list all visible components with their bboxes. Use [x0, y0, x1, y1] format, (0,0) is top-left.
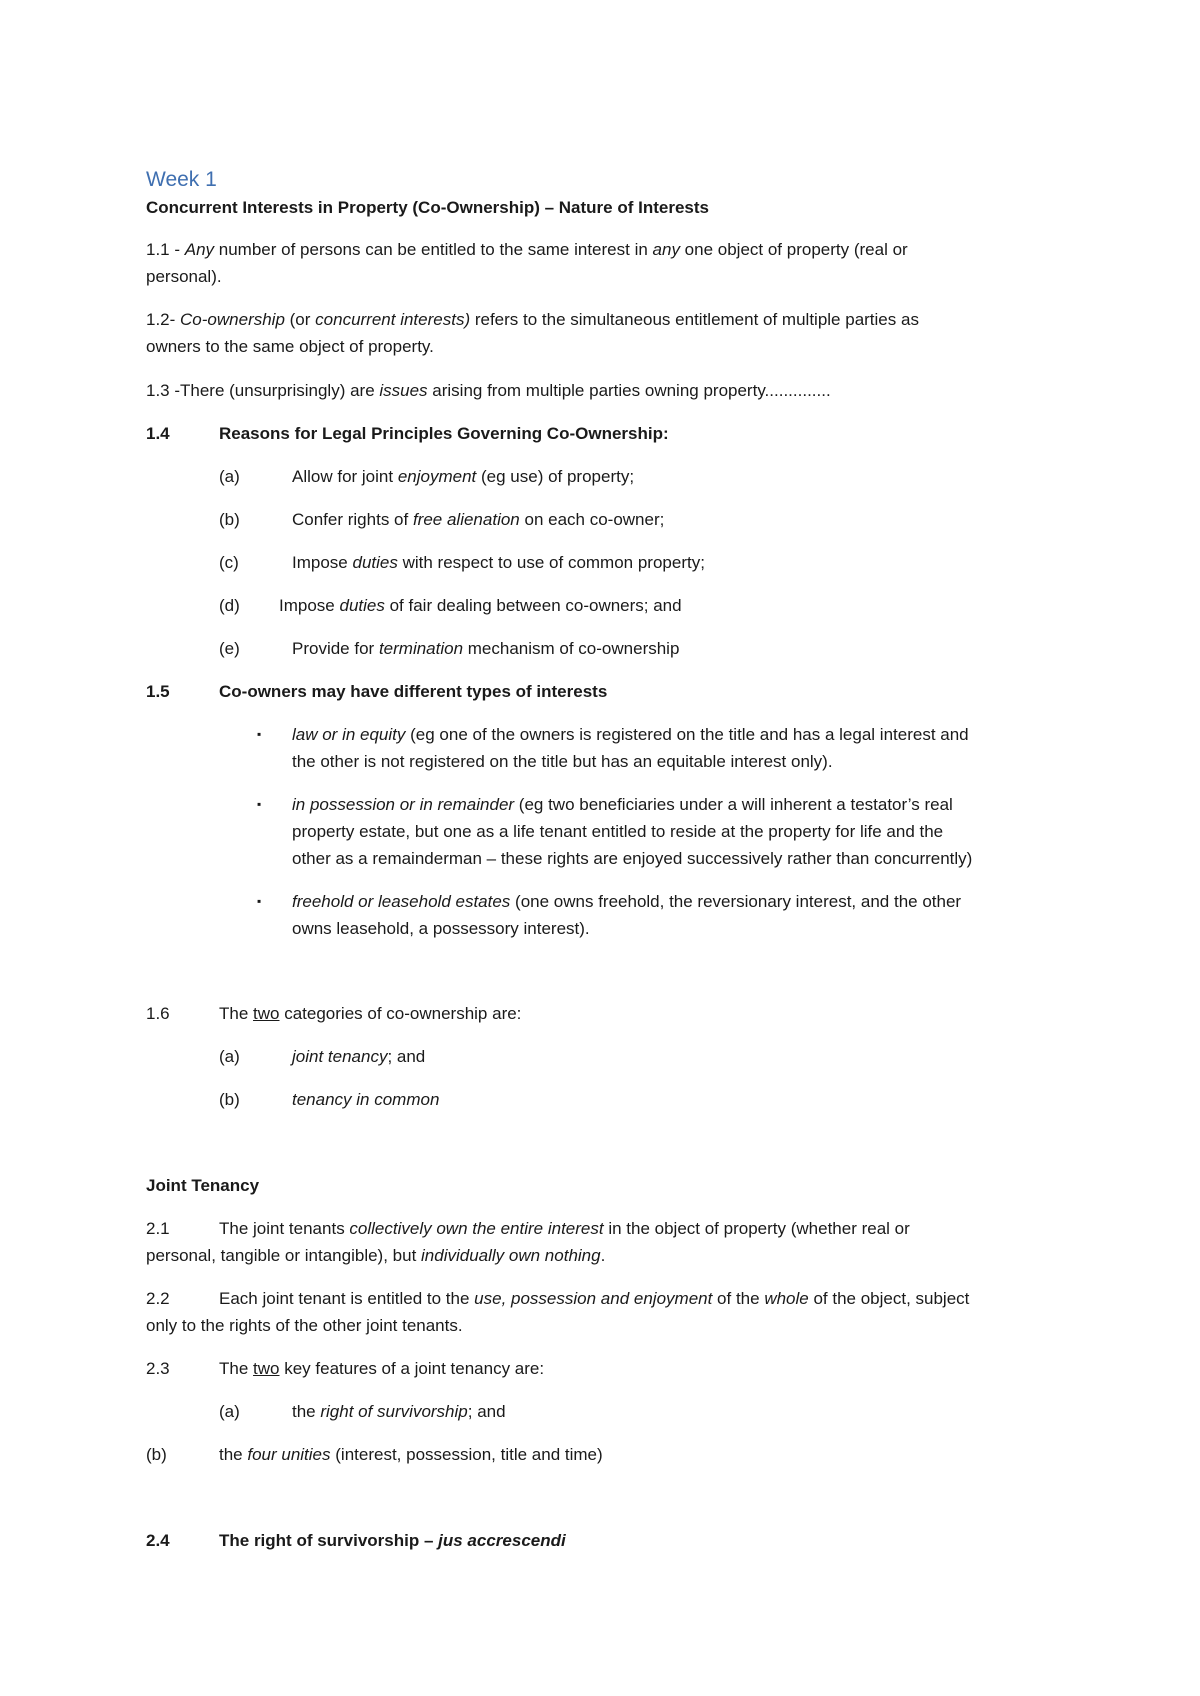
- list-item-label: (b): [219, 510, 240, 529]
- section-subtitle: Concurrent Interests in Property (Co-Ownership) – Nature of Interests: [146, 198, 709, 217]
- paragraph-2-4-heading: The right of survivorship – jus accrescendi: [219, 1531, 566, 1550]
- list-item-text: the right of survivorship; and: [292, 1402, 506, 1421]
- list-item-label: (b): [219, 1090, 240, 1109]
- bullet-item-text: law or in equity (eg one of the owners is registered on the title and has a legal interest and: [292, 725, 969, 744]
- list-item-text: tenancy in common: [292, 1090, 440, 1109]
- paragraph-1-1-cont: personal).: [146, 267, 222, 286]
- paragraph-1-4-heading: Reasons for Legal Principles Governing Co-Ownership:: [219, 424, 669, 443]
- paragraph-1-5-number: 1.5: [146, 682, 170, 701]
- paragraph-1-4-number: 1.4: [146, 424, 170, 443]
- paragraph-1-5-heading: Co-owners may have different types of interests: [219, 682, 608, 701]
- bullet-item-text-cont: property estate, but one as a life tenant entitled to reside at the property for life and the: [292, 822, 944, 841]
- paragraph-2-3-number: 2.3: [146, 1359, 170, 1378]
- list-item-text: Allow for joint enjoyment (eg use) of property;: [292, 467, 635, 486]
- paragraph-1-6-number: 1.6: [146, 1004, 170, 1023]
- list-item-label: (e): [219, 639, 240, 658]
- bullet-item-text: freehold or leasehold estates (one owns freehold, the reversionary interest, and the other: [292, 892, 962, 911]
- list-item-label: (d): [219, 596, 240, 615]
- paragraph-2-1-cont: personal, tangible or intangible), but individually own nothing.: [146, 1246, 606, 1265]
- paragraph-1-6-text: The two categories of co-ownership are:: [219, 1004, 522, 1023]
- week-title: Week 1: [146, 168, 217, 191]
- bullet-item-text-cont: the other is not registered on the title but has an equitable interest only).: [292, 752, 833, 771]
- list-item-text: joint tenancy; and: [292, 1047, 426, 1066]
- bullet-item-text-cont: owns leasehold, a possessory interest).: [292, 919, 590, 938]
- joint-tenancy-heading: Joint Tenancy: [146, 1176, 260, 1195]
- paragraph-2-4-number: 2.4: [146, 1531, 170, 1550]
- bullet-item-text-cont: other as a remainderman – these rights are enjoyed successively rather than concurrently): [292, 849, 973, 868]
- paragraph-2-3: The two key features of a joint tenancy are:: [219, 1359, 545, 1378]
- paragraph-1-2-cont: owners to the same object of property.: [146, 337, 434, 356]
- bullet-icon: ▪: [257, 894, 262, 908]
- paragraph-2-2-number: 2.2: [146, 1289, 170, 1308]
- list-item-text: Impose duties with respect to use of common property;: [292, 553, 705, 572]
- paragraph-2-2-cont: only to the rights of the other joint tenants.: [146, 1316, 463, 1335]
- paragraph-2-2: Each joint tenant is entitled to the use, possession and enjoyment of the whole of the object, subject: [219, 1289, 970, 1308]
- bullet-icon: ▪: [257, 797, 262, 811]
- list-item-label: (c): [219, 553, 239, 572]
- list-item-text: Confer rights of free alienation on each co-owner;: [292, 510, 665, 529]
- paragraph-2-1: The joint tenants collectively own the entire interest in the object of property (whether real or: [219, 1219, 910, 1238]
- list-item-label: (a): [219, 467, 240, 486]
- bullet-icon: ▪: [257, 727, 262, 741]
- bullet-item-text: in possession or in remainder (eg two beneficiaries under a will inherent a testator’s real: [292, 795, 953, 814]
- list-item-text: Impose duties of fair dealing between co-owners; and: [279, 596, 682, 615]
- list-item-text: the four unities (interest, possession, title and time): [219, 1445, 603, 1464]
- list-item-label: (b): [146, 1445, 167, 1464]
- paragraph-2-1-number: 2.1: [146, 1219, 170, 1238]
- paragraph-1-2: 1.2- Co-ownership (or concurrent interests) refers to the simultaneous entitlement of multiple parties as: [146, 310, 919, 329]
- paragraph-1-3: 1.3 -There (unsurprisingly) are issues arising from multiple parties owning property..............: [146, 381, 831, 400]
- paragraph-1-1: 1.1 - Any number of persons can be entitled to the same interest in any one object of property (real or: [146, 240, 908, 259]
- list-item-label: (a): [219, 1047, 240, 1066]
- list-item-label: (a): [219, 1402, 240, 1421]
- list-item-text: Provide for termination mechanism of co-ownership: [292, 639, 680, 658]
